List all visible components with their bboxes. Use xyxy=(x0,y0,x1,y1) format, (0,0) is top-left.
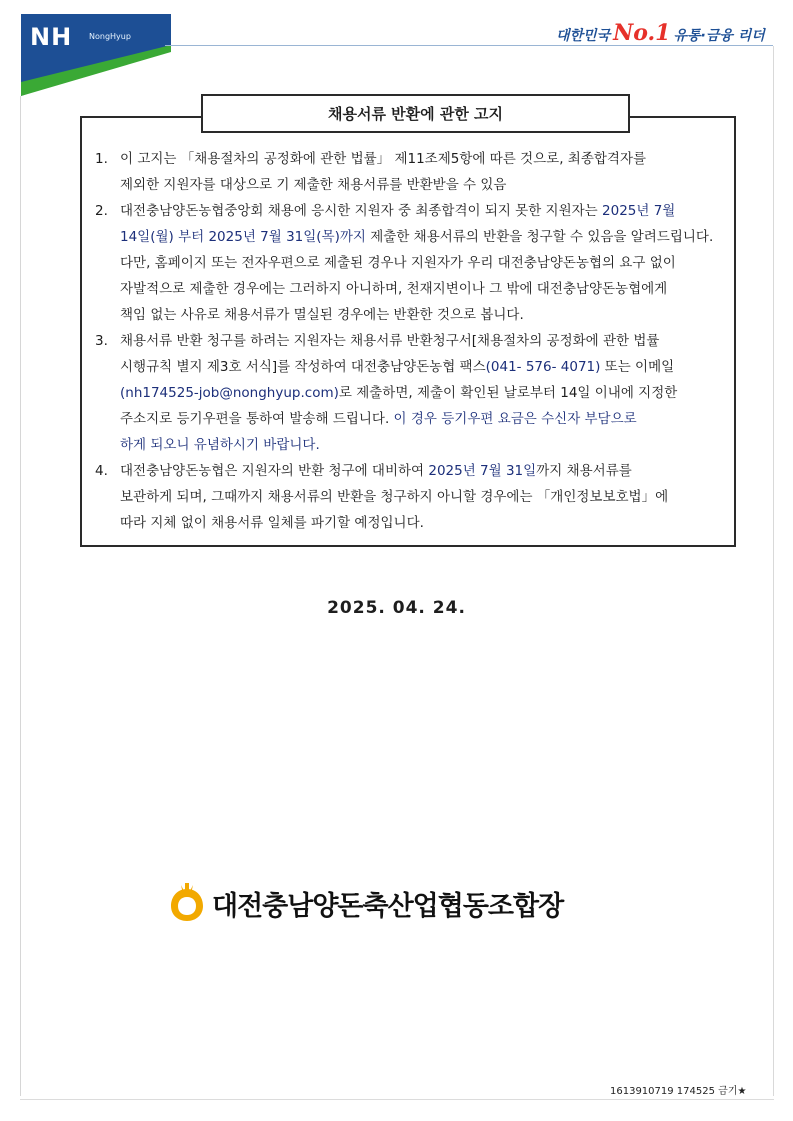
notice-text: 까지 채용서류를 xyxy=(536,463,632,479)
notice-list xyxy=(95,146,735,536)
notice-item xyxy=(95,198,735,328)
notice-item-line xyxy=(120,198,735,224)
notice-text: 로 제출하면, 제출이 확인된 날로부터 14일 이내에 지정한 xyxy=(338,385,678,401)
notice-text: 자발적으로 제출한 경우에는 그러하지 아니하며, 천재지변이나 그 밖에 대전충남양돈농협에게 xyxy=(120,281,668,297)
notice-text: 대전충남양돈농협중앙회 채용에 응시한 지원자 중 최종합격이 되지 못한 지원자는 xyxy=(120,203,603,219)
notice-item-line xyxy=(120,354,735,380)
header-divider xyxy=(165,45,773,46)
notice-item-line xyxy=(120,406,735,432)
notice-item-line xyxy=(120,224,735,250)
highlighted-text: (nh174525-job@nonghyup.com) xyxy=(120,385,339,401)
slogan-part-1: 대한민국 xyxy=(556,28,611,44)
notice-text: 대전충남양돈농협은 지원자의 반환 청구에 대비하여 xyxy=(120,463,429,479)
notice-text: 시행규칙 별지 제3호 서식]를 작성하여 대전충남양돈농협 팩스 xyxy=(120,359,486,375)
notice-text: 책임 없는 사유로 채용서류가 멸실된 경우에는 반환한 것으로 봅니다. xyxy=(120,307,524,323)
footer-signature xyxy=(168,878,613,928)
notice-title-text: 채용서류 반환에 관한 고지 xyxy=(327,105,504,123)
notice-item-line xyxy=(120,510,735,536)
page-edge-right xyxy=(773,46,774,1096)
highlighted-text: 이 경우 등기우편 요금은 수신자 부담으로 xyxy=(393,411,637,427)
nh-logo-subtitle: NongHyup xyxy=(89,32,131,41)
slogan-part-2: No.1 xyxy=(613,20,671,46)
highlighted-text: 2025년 7월 xyxy=(602,203,676,219)
notice-text: 이 고지는 「채용절차의 공정화에 관한 법률」 제11조제5항에 따른 것으로, 최종합격자를 xyxy=(120,151,647,167)
highlighted-text: (041- 576- 4071) xyxy=(485,359,601,375)
notice-item-number: 1. xyxy=(95,151,108,167)
notice-item-line xyxy=(120,432,735,458)
notice-text: 제출한 채용서류의 반환을 청구할 수 있음을 알려드립니다. xyxy=(365,229,714,245)
notice-text: 주소지로 등기우편을 통하여 발송해 드립니다. xyxy=(120,411,394,427)
notice-text: 또는 이메일 xyxy=(600,359,675,375)
notice-text: 따라 지체 없이 채용서류 일체를 파기할 예정입니다. xyxy=(120,515,424,531)
notice-text: 다만, 홈페이지 또는 전자우편으로 제출된 경우나 지원자가 우리 대전충남양돈농협의 요구 없이 xyxy=(120,255,676,271)
organization-name: 대전충남양돈축산업협동조합장 xyxy=(212,890,564,922)
notice-date: 2025. 04. 24. xyxy=(327,598,466,618)
notice-item-line xyxy=(120,172,735,198)
notice-item xyxy=(95,328,735,458)
page-edge-left xyxy=(20,96,21,1096)
notice-item xyxy=(95,458,735,536)
notice-text: 보관하게 되며, 그때까지 채용서류의 반환을 청구하지 아니할 경우에는 「개인정보보호법」에 xyxy=(120,489,669,505)
highlighted-text: 하게 되오니 유념하시기 바랍니다. xyxy=(120,437,320,453)
notice-title xyxy=(201,94,630,133)
notice-item-number: 4. xyxy=(95,463,108,479)
notice-item-line xyxy=(120,328,735,354)
document-code: 1613910719 174525 금기★ xyxy=(610,1086,747,1097)
notice-item-line xyxy=(120,250,735,276)
notice-item-line xyxy=(120,484,735,510)
nh-logo: NH xyxy=(30,23,73,51)
highlighted-text: 14일(월) 부터 2025년 7월 31일(목)까지 xyxy=(120,229,366,245)
header-slogan xyxy=(556,20,768,44)
notice-item-line xyxy=(120,276,735,302)
notice-item-line xyxy=(120,146,735,172)
slogan-part-3: 유통·금융 리더 xyxy=(673,28,765,44)
notice-item-line xyxy=(120,380,735,406)
highlighted-text: 2025년 7월 31일 xyxy=(428,463,537,479)
notice-text: 채용서류 반환 청구를 하려는 지원자는 채용서류 반환청구서[채용절차의 공정화에 관한 법률 xyxy=(120,333,660,349)
page-edge-bottom xyxy=(20,1099,774,1100)
notice-item-number: 3. xyxy=(95,333,108,349)
notice-item-number: 2. xyxy=(95,203,108,219)
notice-text: 제외한 지원자를 대상으로 기 제출한 채용서류를 반환받을 수 있음 xyxy=(120,177,507,193)
notice-item xyxy=(95,146,735,198)
notice-item-line xyxy=(120,458,735,484)
notice-item-line xyxy=(120,302,735,328)
nonghyup-emblem-icon xyxy=(168,883,206,923)
